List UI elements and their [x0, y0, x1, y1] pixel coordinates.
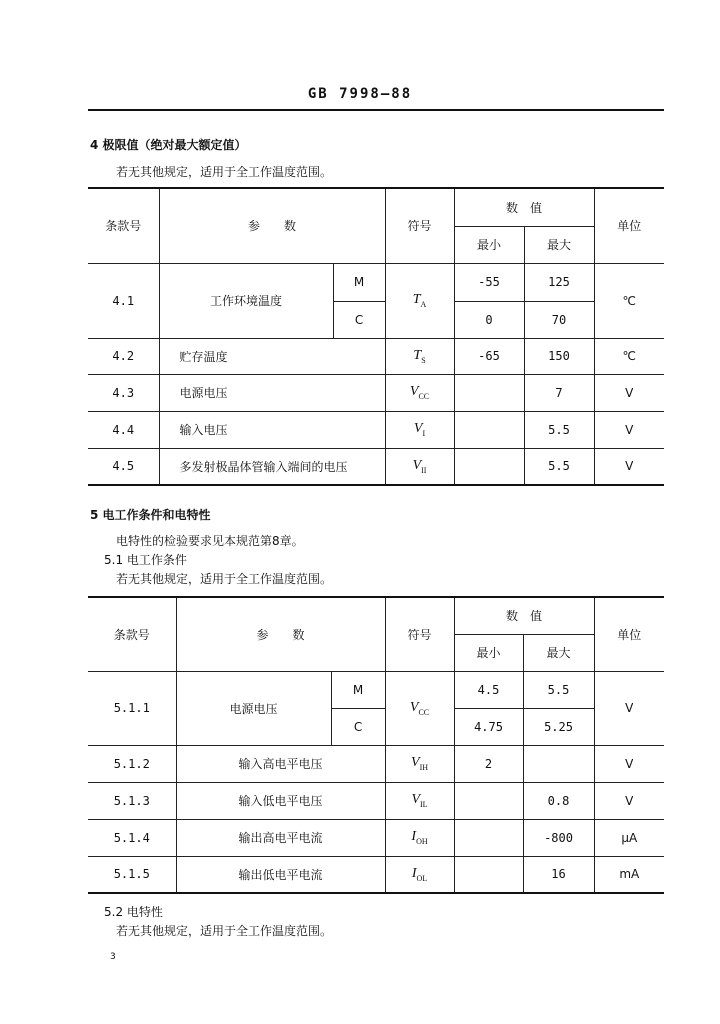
- param-cell: 工作环境温度: [159, 263, 333, 338]
- document-header: GB 7998—88: [307, 86, 413, 102]
- page-number: 3: [110, 952, 116, 962]
- param-cell: 输入高电平电压: [176, 745, 385, 782]
- symbol-cell: $I_{OH}$: [385, 819, 454, 856]
- symbol-cell: $V_{CC}$: [385, 671, 454, 745]
- max-cell: 70: [524, 301, 594, 338]
- min-cell: -65: [454, 338, 524, 374]
- col-clause: 条款号: [88, 597, 176, 671]
- param-cell: 贮存温度: [159, 338, 385, 374]
- table-row: [88, 411, 664, 448]
- symbol-cell: $I_{OL}$: [385, 856, 454, 893]
- min-cell: 0: [454, 301, 524, 338]
- operating-conditions-table: [88, 596, 664, 894]
- min-cell: [454, 448, 524, 485]
- max-cell: 5.5: [524, 448, 594, 485]
- col-param: 参 数: [159, 188, 385, 263]
- clause-cell: 5.1.3: [88, 782, 176, 819]
- table-row: [88, 448, 664, 485]
- col-min: 最小: [454, 634, 523, 671]
- unit-cell: mA: [594, 856, 664, 893]
- table-row: [88, 819, 664, 856]
- col-symbol: 符号: [385, 188, 454, 263]
- limits-table: [88, 187, 664, 486]
- clause-cell: 4.5: [88, 448, 159, 485]
- max-cell: 7: [524, 374, 594, 411]
- col-max: 最大: [524, 226, 594, 263]
- max-cell: 0.8: [523, 782, 594, 819]
- param-cell: 输出高电平电流: [176, 819, 385, 856]
- col-symbol: 符号: [385, 597, 454, 671]
- symbol-cell: $V_{IL}$: [385, 782, 454, 819]
- symbol-cell: $V_{IH}$: [385, 745, 454, 782]
- table-row: [88, 745, 664, 782]
- table-row: [88, 263, 664, 301]
- clause-cell: 4.3: [88, 374, 159, 411]
- col-unit: 单位: [594, 188, 664, 263]
- unit-cell: V: [594, 374, 664, 411]
- param-cell: 输入电压: [159, 411, 385, 448]
- col-unit: 单位: [594, 597, 664, 671]
- max-cell: 125: [524, 263, 594, 301]
- symbol-cell: $V_{II}$: [385, 448, 454, 485]
- section-5-1-heading: 5.1 电工作条件: [104, 553, 187, 567]
- max-cell: [523, 745, 594, 782]
- param-cell: 输入低电平电压: [176, 782, 385, 819]
- unit-cell: V: [594, 745, 664, 782]
- clause-cell: 4.2: [88, 338, 159, 374]
- min-cell: 2: [454, 745, 523, 782]
- symbol-cell: $T_A$: [385, 263, 454, 338]
- max-cell: 150: [524, 338, 594, 374]
- section-4-heading: 4 极限值（绝对最大额定值）: [90, 138, 247, 152]
- col-value: 数 值: [454, 188, 594, 226]
- clause-cell: 5.1.4: [88, 819, 176, 856]
- unit-cell: ℃: [594, 338, 664, 374]
- section-5-note: 电特性的检验要求见本规范第8章。: [116, 534, 304, 548]
- max-cell: 5.5: [523, 671, 594, 708]
- min-cell: [454, 374, 524, 411]
- clause-cell: 5.1.2: [88, 745, 176, 782]
- section-5-2-note: 若无其他规定，适用于全工作温度范围。: [116, 924, 333, 938]
- max-cell: 5.25: [523, 708, 594, 745]
- min-cell: 4.5: [454, 671, 523, 708]
- grade-cell: C: [333, 301, 385, 338]
- table-row: [88, 338, 664, 374]
- min-cell: [454, 819, 523, 856]
- clause-cell: 5.1.5: [88, 856, 176, 893]
- col-min: 最小: [454, 226, 524, 263]
- clause-cell: 5.1.1: [88, 671, 176, 745]
- min-cell: [454, 782, 523, 819]
- unit-cell: V: [594, 411, 664, 448]
- param-cell: 多发射极晶体管输入端间的电压: [159, 448, 385, 485]
- max-cell: 16: [523, 856, 594, 893]
- table-row: [88, 856, 664, 893]
- param-cell: 输出低电平电流: [176, 856, 385, 893]
- unit-cell: V: [594, 448, 664, 485]
- col-param: 参 数: [176, 597, 385, 671]
- symbol-cell: $V_I$: [385, 411, 454, 448]
- min-cell: 4.75: [454, 708, 523, 745]
- section-5-2-heading: 5.2 电特性: [104, 905, 163, 919]
- min-cell: [454, 856, 523, 893]
- col-value: 数 值: [454, 597, 594, 634]
- min-cell: [454, 411, 524, 448]
- symbol-cell: $V_{CC}$: [385, 374, 454, 411]
- section-5-heading: 5 电工作条件和电特性: [90, 508, 211, 522]
- min-cell: -55: [454, 263, 524, 301]
- table-row: [88, 374, 664, 411]
- table-row: [88, 782, 664, 819]
- unit-cell: V: [594, 782, 664, 819]
- max-cell: -800: [523, 819, 594, 856]
- grade-cell: M: [331, 671, 385, 708]
- header-rule: [88, 109, 664, 111]
- col-max: 最大: [523, 634, 594, 671]
- clause-cell: 4.4: [88, 411, 159, 448]
- param-cell: 电源电压: [159, 374, 385, 411]
- unit-cell: ℃: [594, 263, 664, 338]
- unit-cell: μA: [594, 819, 664, 856]
- param-cell: 电源电压: [176, 671, 331, 745]
- col-clause: 条款号: [88, 188, 159, 263]
- section-5-1-note: 若无其他规定，适用于全工作温度范围。: [116, 572, 333, 586]
- grade-cell: M: [333, 263, 385, 301]
- symbol-cell: $T_S$: [385, 338, 454, 374]
- unit-cell: V: [594, 671, 664, 745]
- max-cell: 5.5: [524, 411, 594, 448]
- table-row: [88, 671, 664, 708]
- clause-cell: 4.1: [88, 263, 159, 338]
- grade-cell: C: [331, 708, 385, 745]
- section-4-note: 若无其他规定，适用于全工作温度范围。: [116, 165, 333, 179]
